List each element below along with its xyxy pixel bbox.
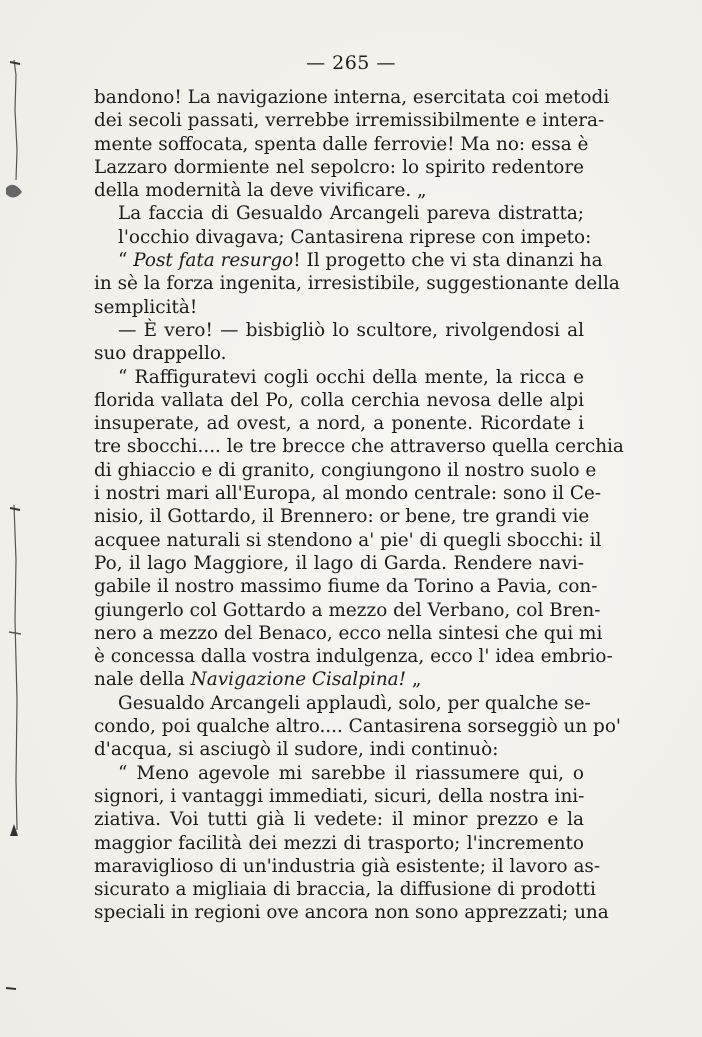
text-line: nisio, il Gottardo, il Brennero: or bene, tre grandi vie (94, 506, 590, 528)
text-line: semplicità! (94, 296, 198, 318)
text-line: speciali in regioni ove ancora non sono apprezzati; una (94, 902, 609, 924)
text-line-composite (94, 249, 603, 272)
text-line: gabile il nostro massimo fiume da Torino a Pavia, con- (94, 576, 598, 598)
page-number-header: — 265 — (306, 52, 396, 74)
text-line: condo, poi qualche altro.... Cantasirena sorseggiò un po' (94, 716, 621, 738)
page-body-text (94, 86, 624, 925)
text-segment: ! Il progetto che vi sta dinanzi ha (293, 250, 603, 272)
text-line: “ Meno agevole mi sarebbe il riassumere qui, o (118, 762, 584, 784)
quote-open: “ (118, 250, 134, 272)
project-name: Navigazione Cisalpina! (190, 669, 407, 691)
text-line: è concessa dalla vostra indulgenza, ecco l' idea embrio- (94, 646, 613, 668)
text-line: suo drappello. (94, 343, 227, 365)
text-line: giungerlo col Gottardo a mezzo del Verbano, col Bren- (94, 599, 601, 621)
text-line: Gesualdo Arcangeli applaudì, solo, per qualche se- (118, 692, 591, 714)
text-line: in sè la forza ingenita, irresistibile, suggestionante della (94, 273, 620, 295)
text-line: Lazzaro dormiente nel sepolcro: lo spirito redentore (94, 156, 584, 178)
text-line-composite (94, 668, 584, 691)
text-line: La faccia di Gesualdo Arcangeli pareva distratta; (118, 203, 584, 225)
text-line: di ghiaccio e di granito, congiungono il nostro suolo e (94, 459, 597, 481)
text-line: “ Raffiguratevi cogli occhi della mente, la ricca e (118, 366, 584, 388)
text-line: Po, il lago Maggiore, il lago di Garda. Rendere navi- (94, 552, 584, 574)
text-line: ziativa. Voi tutti già li vedete: il minor prezzo e la (94, 809, 584, 831)
text-line: tre sbocchi.... le tre brecce che attraverso quella cerchia (94, 436, 624, 458)
margin-binding-marks (0, 0, 40, 1037)
text-line: l'occhio divagava; Cantasirena riprese con impeto: (118, 226, 592, 248)
text-line: sicurato a migliaia di braccia, la diffusione di prodotti (94, 879, 596, 901)
text-line: maggior facilità dei mezzi di trasporto; l'incremento (94, 832, 584, 854)
quote-close: „ (406, 669, 422, 691)
text-line: — È vero! — bisbigliò lo scultore, rivolgendosi al (118, 319, 584, 341)
text-line: i nostri mari all'Europa, al mondo centrale: sono il Ce- (94, 483, 602, 505)
text-line: signori, i vantaggi immediati, sicuri, della nostra ini- (94, 785, 585, 807)
text-line: dei secoli passati, verrebbe irremissibilmente e intera- (94, 110, 605, 132)
text-line: florida vallata del Po, colla cerchia nevosa delle alpi (94, 389, 584, 411)
text-line: bandono! La navigazione interna, esercitata coi metodi (94, 87, 610, 108)
text-line: insuperate, ad ovest, a nord, a ponente. Ricordate i (94, 413, 584, 435)
text-line: acquee naturali si stendono a' pie' di quegli sbocchi: il (94, 529, 602, 551)
latin-phrase: Post fata resurgo (133, 250, 294, 272)
text-segment: nale della (94, 669, 191, 691)
text-line: della modernità la deve vivificare. „ (94, 180, 427, 202)
text-line: d'acqua, si asciugò il sudore, indi continuò: (94, 739, 499, 761)
text-line: nero a mezzo del Benaco, ecco nella sintesi che qui mi (94, 622, 603, 644)
text-line: mente soffocata, spenta dalle ferrovie! Ma no: essa è (94, 133, 589, 155)
text-line: maraviglioso di un'industria già esistente; il lavoro as- (94, 855, 601, 877)
